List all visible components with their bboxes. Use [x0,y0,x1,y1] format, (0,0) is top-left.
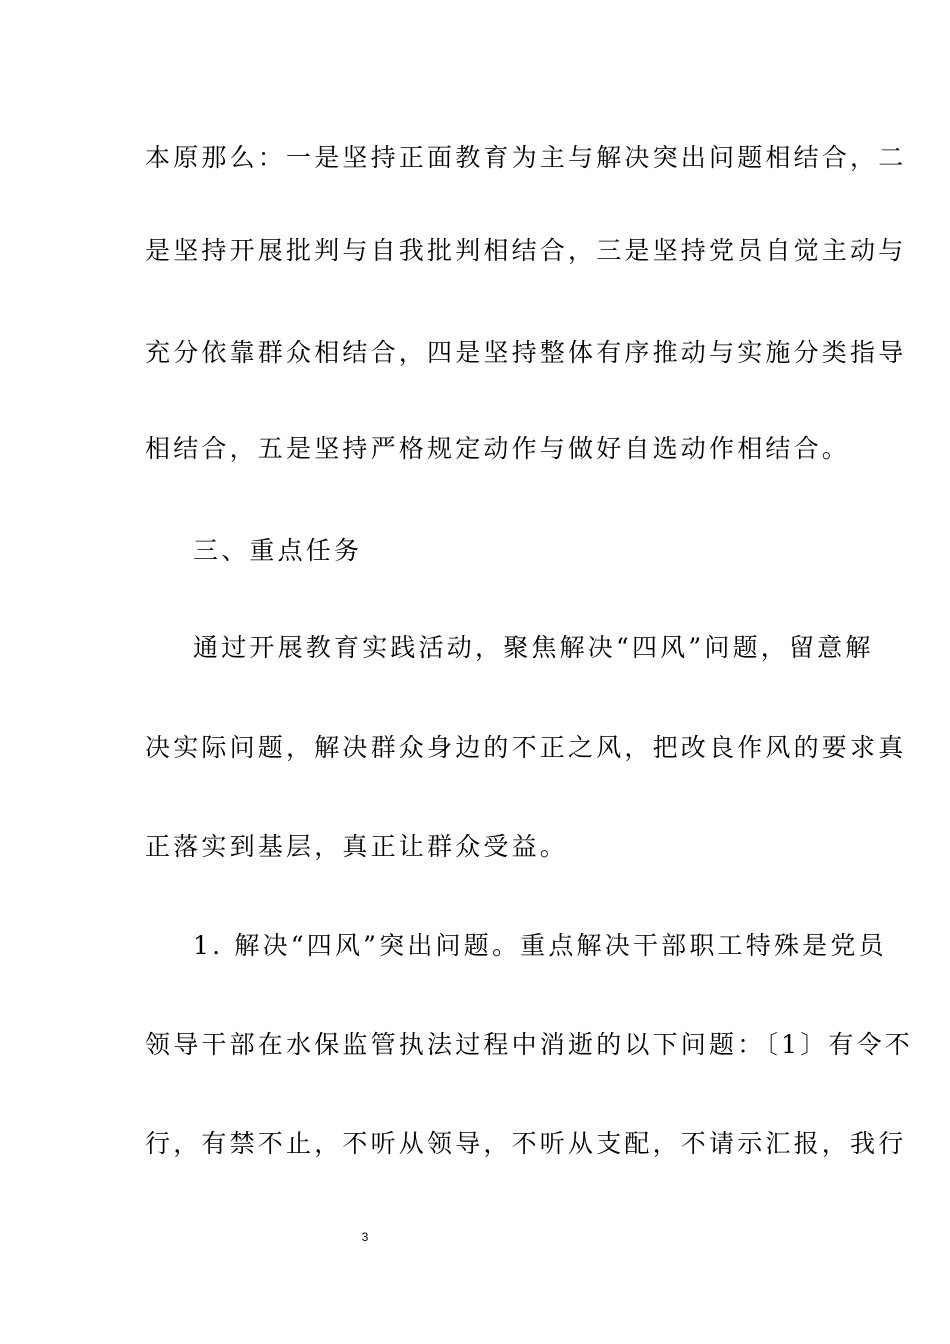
paragraph-line: 本原那么：一是坚持正面教育为主与解决突出问题相结合，二 [145,143,907,172]
paragraph-line: 正落实到基层，真正让群众受益。 [145,832,569,861]
paragraph-line: 决实际问题，解决群众身边的不正之风，把改良作风的要求真 [145,733,907,762]
paragraph-line: 领导干部在水保监管执法过程中消逝的以下问题：〔1〕有令不 [145,1030,914,1059]
paragraph-line: 充分依靠群众相结合，四是坚持整体有序推动与实施分类指导 [145,338,907,367]
page-number: 3 [361,1230,369,1244]
paragraph-line: 相结合，五是坚持严格规定动作与做好自选动作相结合。 [145,434,851,463]
paragraph-line: 是坚持开展批判与自我批判相结合，三是坚持党员自觉主动与 [145,236,907,265]
paragraph-line: 行，有禁不止，不听从领导，不听从支配，不请示汇报，我行 [145,1129,907,1158]
section-heading: 三、重点任务 [193,536,363,565]
paragraph-line: 通过开展教育实践活动，聚焦解决“四风”问题，留意解 [193,633,874,662]
paragraph-line: 1. 解决“四风”突出问题。重点解决干部职工特殊是党员 [193,931,887,960]
